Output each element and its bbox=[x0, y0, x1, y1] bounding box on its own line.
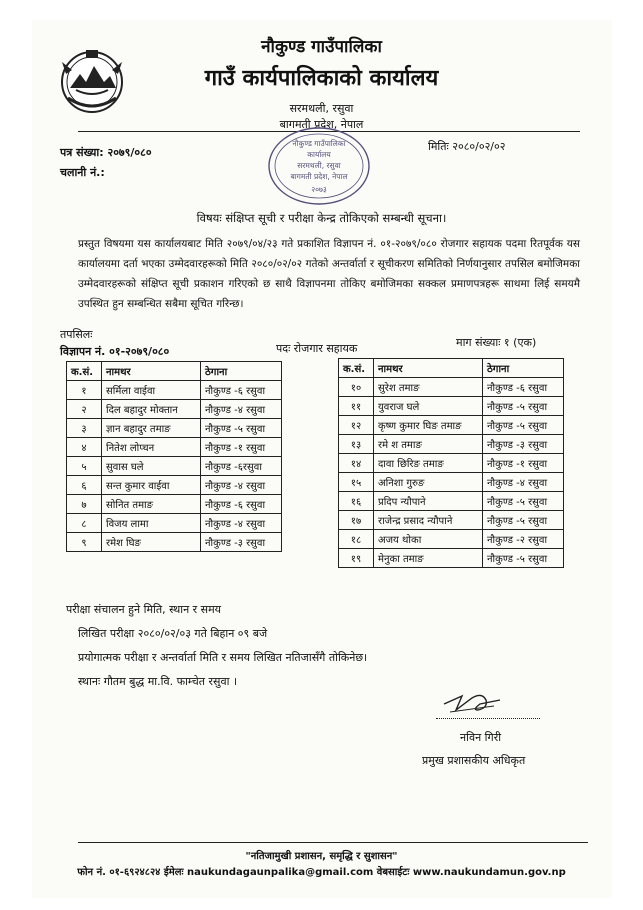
row-name: सोनित तमाङ bbox=[102, 495, 201, 514]
dispatch-number: चलानी नं.: bbox=[60, 166, 105, 179]
table-row bbox=[67, 495, 282, 514]
row-sn: १० bbox=[339, 378, 374, 397]
exam-heading: परीक्षा संचालन हुने मिति, स्थान र समय bbox=[66, 603, 222, 616]
row-address: नौकुण्ड -३ रसुवा bbox=[201, 533, 282, 552]
row-address: नौकुण्ड -१ रसुवा bbox=[483, 454, 564, 473]
letter-date: मितिः २०८०/०२/०२ bbox=[428, 140, 506, 153]
handwritten-signature-icon bbox=[442, 690, 502, 716]
row-name: सन्त कुमार वाईवा bbox=[102, 476, 201, 495]
row-name: दिल बहादुर मोक्तान bbox=[102, 400, 201, 419]
row-address: नौकुण्ड -५ रसुवा bbox=[201, 419, 282, 438]
signatory-name: नविन गिरी bbox=[460, 731, 502, 744]
row-address: नौकुण्ड -२ रसुवा bbox=[483, 530, 564, 549]
notice-body: प्रस्तुत विषयमा यस कार्यालयबाट मिति २०७९/०४/२३ गते प्रकाशित विज्ञापन नं. ०१-२०७९/०८० रोजगार सहायक पदमा रितपूर्वक यस कार्यालयमा दर्ता भएका उम्मेदवारहरूको मिति २०८०/०२/०२ गतेको अन्तर्वार्ता र सूचीकरण समितिको निर्णयानुसार तपसिल बमोजिमका उम्मेदवारहरूको संक्षिप्त सूची प्रकाशन गरिएको छ साथै विज्ञापनमा तोकिए बमोजिमका सक्कल प्रमाणपत्रहरू साथमा लिई समयमै उपस्थित हुन सम्बन्धित सबैमा सूचित गरिन्छ। bbox=[78, 238, 580, 310]
row-address: नौकुण्ड -६ रसुवा bbox=[201, 495, 282, 514]
col-address: ठेगाना bbox=[483, 359, 564, 378]
row-sn: ११ bbox=[339, 397, 374, 416]
row-name: रमेश घिङ bbox=[102, 533, 201, 552]
col-sn: क.सं. bbox=[339, 359, 374, 378]
table-row bbox=[67, 419, 282, 438]
row-address: नौकुण्ड -५ रसुवा bbox=[483, 492, 564, 511]
table-header-row bbox=[339, 359, 564, 378]
row-name: दावा छिरिङ तमाङ bbox=[374, 454, 483, 473]
office-location: सरमथली, रसुवा bbox=[289, 102, 354, 115]
table-row bbox=[339, 454, 564, 473]
col-address: ठेगाना bbox=[201, 362, 282, 381]
ad-number: विज्ञापन नं. ०१-२०७९/०८० bbox=[60, 345, 170, 358]
stamp-line-1: नौकुण्ड गाउँपालिका bbox=[292, 139, 346, 148]
row-name: रमे श तमाङ bbox=[374, 435, 483, 454]
subject-line: विषयः संक्षिप्त सूची र परीक्षा केन्द्र तोकिएको सम्बन्धी सूचना। bbox=[196, 211, 447, 225]
row-sn: १७ bbox=[339, 511, 374, 530]
row-sn: ५ bbox=[67, 457, 102, 476]
table-row bbox=[339, 378, 564, 397]
ref-number: पत्र संख्या: २०७९/०८० bbox=[60, 146, 152, 159]
stamp-line-2: कार्यालय bbox=[307, 150, 331, 159]
row-address: नौकुण्ड -४ रसुवा bbox=[201, 476, 282, 495]
row-address: नौकुण्ड -६रसुवा bbox=[201, 457, 282, 476]
row-name: युवराज घले bbox=[374, 397, 483, 416]
row-address: नौकुण्ड -३ रसुवा bbox=[483, 435, 564, 454]
demand-count: माग संख्याः १ (एक) bbox=[456, 336, 537, 349]
table-row bbox=[339, 549, 564, 568]
office-title: गाउँ कार्यपालिकाको कार्यालय bbox=[204, 66, 439, 91]
row-sn: ९ bbox=[67, 533, 102, 552]
row-sn: १४ bbox=[339, 454, 374, 473]
stamp-line-3: सरमथली, रसुवा bbox=[297, 161, 341, 170]
col-name: नामथर bbox=[374, 359, 483, 378]
row-sn: १२ bbox=[339, 416, 374, 435]
table-row bbox=[339, 397, 564, 416]
stamp-line-4: बागमती प्रदेश, नेपाल bbox=[290, 172, 348, 181]
row-address: नौकुण्ड -५ रसुवा bbox=[483, 397, 564, 416]
row-name: विजय लामा bbox=[102, 514, 201, 533]
tapasil-label: तपसिलः bbox=[60, 328, 93, 341]
written-exam: लिखित परीक्षा २०८०/०२/०३ गते बिहान ०९ बजे bbox=[78, 627, 268, 640]
row-name: प्रदिप न्यौपाने bbox=[374, 492, 483, 511]
municipality-name: नौकुण्ड गाउँपालिका bbox=[261, 37, 382, 57]
exam-venue: स्थानः गौतम बुद्ध मा.वि. फाम्चेत रसुवा । bbox=[78, 675, 238, 688]
row-address: नौकुण्ड -६ रसुवा bbox=[483, 378, 564, 397]
row-sn: ४ bbox=[67, 438, 102, 457]
table-header-row bbox=[67, 362, 282, 381]
candidate-table-left bbox=[66, 361, 282, 552]
candidate-table-right bbox=[338, 358, 564, 568]
table-row bbox=[339, 492, 564, 511]
row-name: नितेश लोप्चन bbox=[102, 438, 201, 457]
practical-exam: प्रयोगात्मक परीक्षा र अन्तर्वार्ता मिति र समय लिखित नतिजासँगै तोकिनेछ। bbox=[78, 651, 368, 664]
row-sn: १८ bbox=[339, 530, 374, 549]
row-sn: १३ bbox=[339, 435, 374, 454]
row-name: कृष्ण कुमार घिङ तमाङ bbox=[374, 416, 483, 435]
row-address: नौकुण्ड -४ रसुवा bbox=[483, 473, 564, 492]
table-row bbox=[339, 511, 564, 530]
col-name: नामथर bbox=[102, 362, 201, 381]
row-name: ज्ञान बहादुर तमाङ bbox=[102, 419, 201, 438]
stamp-year: २०७३ bbox=[311, 185, 327, 194]
row-address: नौकुण्ड -४ रसुवा bbox=[201, 514, 282, 533]
table-row bbox=[67, 514, 282, 533]
row-sn: ३ bbox=[67, 419, 102, 438]
table-row bbox=[67, 457, 282, 476]
row-sn: ६ bbox=[67, 476, 102, 495]
row-sn: १९ bbox=[339, 549, 374, 568]
footer-contact: फोन नं. ०१-६९२४८२४ ईमेलः naukundagaunpalika@gmail.com वेबसाईटः www.naukundamun.gov.np bbox=[77, 867, 566, 878]
footer-motto: "नतिजामुखी प्रशासन, समृद्धि र सुशासन" bbox=[245, 851, 398, 862]
footer-divider bbox=[78, 842, 588, 843]
table-row bbox=[339, 435, 564, 454]
signatory-title: प्रमुख प्रशासकीय अधिकृत bbox=[422, 754, 526, 767]
signature-line bbox=[436, 718, 540, 719]
office-province: बागमती प्रदेश, नेपाल bbox=[279, 118, 364, 131]
row-name: अनिशा गुरुङ bbox=[374, 473, 483, 492]
official-stamp-icon bbox=[267, 126, 371, 206]
table-row bbox=[67, 381, 282, 400]
col-sn: क.सं. bbox=[67, 362, 102, 381]
row-sn: २ bbox=[67, 400, 102, 419]
row-sn: १ bbox=[67, 381, 102, 400]
row-address: नौकुण्ड -४ रसुवा bbox=[201, 400, 282, 419]
row-sn: १५ bbox=[339, 473, 374, 492]
table-row bbox=[339, 530, 564, 549]
row-name: सर्मिला वाईवा bbox=[102, 381, 201, 400]
row-name: राजेन्द्र प्रसाद न्यौपाने bbox=[374, 511, 483, 530]
row-sn: १६ bbox=[339, 492, 374, 511]
table-row bbox=[67, 533, 282, 552]
row-sn: ७ bbox=[67, 495, 102, 514]
row-address: नौकुण्ड -५ रसुवा bbox=[483, 511, 564, 530]
row-address: नौकुण्ड -१ रसुवा bbox=[201, 438, 282, 457]
row-address: नौकुण्ड -५ रसुवा bbox=[483, 549, 564, 568]
row-sn: ८ bbox=[67, 514, 102, 533]
table-row bbox=[339, 473, 564, 492]
row-name: अजय थोका bbox=[374, 530, 483, 549]
table-row bbox=[67, 438, 282, 457]
table-row bbox=[67, 400, 282, 419]
row-address: नौकुण्ड -६ रसुवा bbox=[201, 381, 282, 400]
row-address: नौकुण्ड -५ रसुवा bbox=[483, 416, 564, 435]
table-row bbox=[339, 416, 564, 435]
row-name: सुरेश तमाङ bbox=[374, 378, 483, 397]
row-name: मेनुका तमाङ bbox=[374, 549, 483, 568]
row-name: सुवास घले bbox=[102, 457, 201, 476]
table-row bbox=[67, 476, 282, 495]
post-name: पदः रोजगार सहायक bbox=[276, 342, 358, 355]
